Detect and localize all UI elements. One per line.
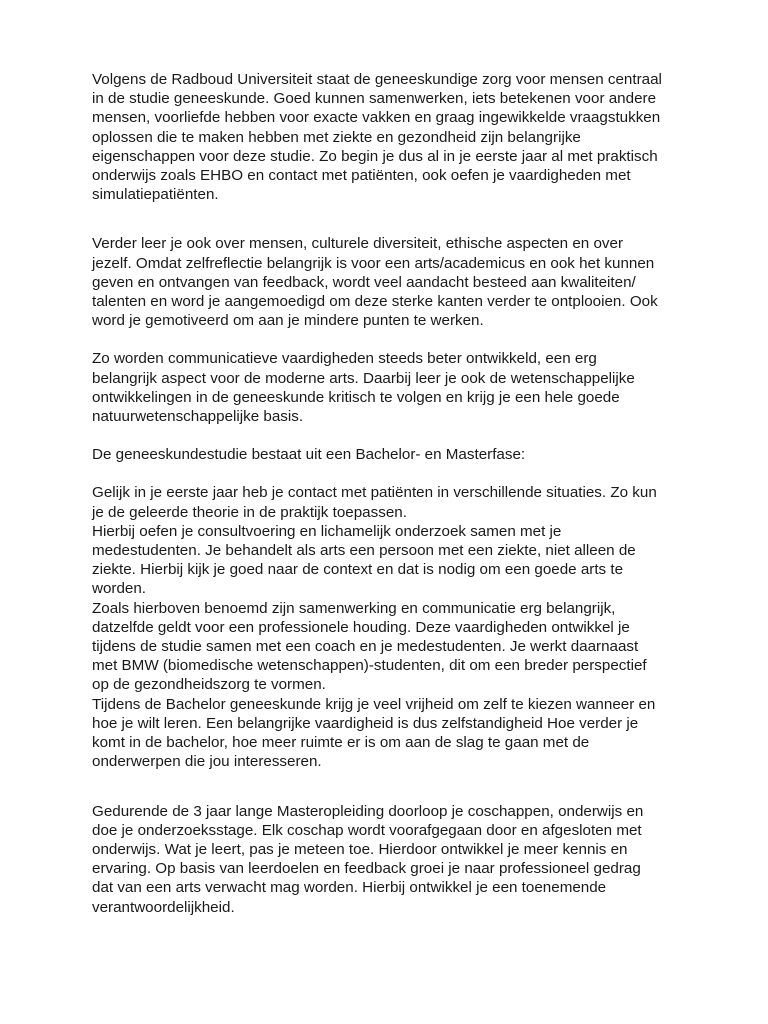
paragraph-spacer bbox=[92, 426, 692, 445]
text-line: word je gemotiveerd om aan je mindere punten te werken. bbox=[92, 312, 484, 330]
paragraph-intro bbox=[92, 70, 692, 204]
text-line: medestudenten. Je behandelt als arts een persoon met een ziekte, niet alleen de bbox=[92, 542, 636, 560]
paragraph-communication bbox=[92, 349, 692, 426]
text-line: Zo worden communicatieve vaardigheden steeds beter ontwikkeld, een erg bbox=[92, 350, 597, 368]
text-line: Hierbij oefen je consultvoering en lichamelijk onderzoek samen met je bbox=[92, 522, 562, 540]
paragraph-self-reflection bbox=[92, 234, 692, 330]
text-line: datzelfde geldt voor een professionele houding. Deze vaardigheden ontwikkel je bbox=[92, 618, 630, 636]
text-line: eigenschappen voor deze studie. Zo begin je dus al in je eerste jaar al met praktisch bbox=[92, 147, 658, 165]
text-line: Gelijk in je eerste jaar heb je contact met patiënten in verschillende situaties. Zo kun bbox=[92, 484, 657, 502]
text-line: verantwoordelijkheid. bbox=[92, 898, 235, 916]
text-line: met BMW (biomedische wetenschappen)-studenten, dit om een breder perspectief bbox=[92, 657, 647, 675]
paragraph-bachelor bbox=[92, 483, 692, 771]
paragraph-phases-heading bbox=[92, 445, 692, 464]
text-line: Volgens de Radboud Universiteit staat de geneeskundige zorg voor mensen centraal bbox=[92, 71, 662, 88]
text-line: simulatiepatiënten. bbox=[92, 186, 219, 204]
text-line: De geneeskundestudie bestaat uit een Bachelor- en Masterfase: bbox=[92, 446, 526, 464]
text-line: talenten en word je aangemoedigd om deze sterke kanten verder te ontplooien. Ook bbox=[92, 293, 658, 311]
text-line: Verder leer je ook over mensen, culturele diversiteit, ethische aspecten en over bbox=[92, 235, 624, 253]
text-line: doe je onderzoeksstage. Elk coschap wordt voorafgegaan door en afgesloten met bbox=[92, 821, 642, 839]
paragraph-spacer bbox=[92, 464, 692, 483]
text-line: mensen, voorliefde hebben voor exacte vakken en graag ingewikkelde vraagstukken bbox=[92, 109, 661, 127]
text-line: worden. bbox=[92, 580, 147, 598]
text-line: onderwijs. Wat je leert, pas je meteen toe. Hierdoor ontwikkel je meer kennis en bbox=[92, 840, 628, 858]
paragraph-master bbox=[92, 802, 692, 917]
text-line: in de studie geneeskunde. Goed kunnen samenwerken, iets betekenen voor andere bbox=[92, 90, 657, 108]
text-line: ervaring. Op basis van leerdoelen en feedback groei je naar professioneel gedrag bbox=[92, 860, 641, 878]
text-line: geven en ontvangen van feedback, wordt veel aandacht besteed aan kwaliteiten/ bbox=[92, 273, 636, 291]
document-body bbox=[92, 70, 692, 917]
text-line: natuurwetenschappelijke basis. bbox=[92, 408, 304, 426]
text-line: hoe je wilt leren. Een belangrijke vaardigheid is dus zelfstandigheid Hoe verder je bbox=[92, 714, 639, 732]
text-line: Zoals hierboven benoemd zijn samenwerking en communicatie erg belangrijk, bbox=[92, 599, 616, 617]
text-line: dat van een arts verwacht mag worden. Hierbij ontwikkel je een toenemende bbox=[92, 879, 607, 897]
paragraph-spacer bbox=[92, 772, 692, 802]
paragraph-spacer bbox=[92, 330, 692, 349]
text-line: tijdens de studie samen met een coach en je medestudenten. Je werkt daarnaast bbox=[92, 638, 639, 656]
text-line: oplossen die te maken hebben met ziekte en gezondheid zijn belangrijke bbox=[92, 128, 581, 146]
text-line: komt in de bachelor, hoe meer ruimte er is om aan de slag te gaan met de bbox=[92, 734, 590, 752]
text-line: jezelf. Omdat zelfreflectie belangrijk is voor een arts/academicus en ook het kunnen bbox=[92, 254, 655, 272]
text-line: ziekte. Hierbij kijk je goed naar de context en dat is nodig om een goede arts te bbox=[92, 561, 624, 579]
text-line: onderwijs zoals EHBO en contact met patiënten, ook oefen je vaardigheden met bbox=[92, 167, 631, 185]
text-line: ontwikkelingen in de geneeskunde kritisch te volgen en krijg je een hele goede bbox=[92, 388, 620, 406]
text-line: je de geleerde theorie in de praktijk toepassen. bbox=[92, 503, 407, 521]
text-line: onderwerpen die jou interesseren. bbox=[92, 753, 322, 771]
text-line: belangrijk aspect voor de moderne arts. Daarbij leer je ook de wetenschappelijke bbox=[92, 369, 635, 387]
text-line: Gedurende de 3 jaar lange Masteropleiding doorloop je coschappen, onderwijs en bbox=[92, 802, 644, 820]
text-line: Tijdens de Bachelor geneeskunde krijg je veel vrijheid om zelf te kiezen wanneer en bbox=[92, 695, 656, 713]
text-line: op de gezondheidszorg te vormen. bbox=[92, 676, 326, 694]
paragraph-spacer bbox=[92, 204, 692, 234]
